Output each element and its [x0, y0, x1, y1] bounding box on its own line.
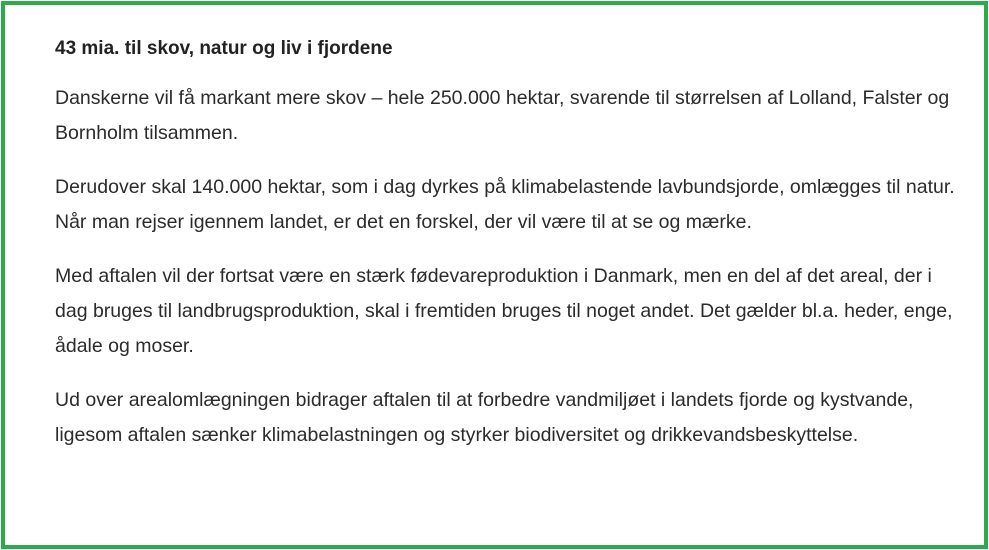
paragraph-food-production: Med aftalen vil der fortsat være en stærk fødevareproduktion i Danmark, men en del af det areal, der i dag bruges til landbrugsproduktion, skal i fremtiden bruges til noget andet. Det gælder bl.a. heder, enge, ådale og moser. [55, 265, 953, 357]
paragraph-water-environment: Ud over arealomlægningen bidrager aftalen til at forbedre vandmiljøet i landets fjorde og kystvande, ligesom aftalen sænker klimabelastningen og styrker biodiversitet og drikkevandsbeskyttelse. [55, 389, 914, 446]
article-heading: 43 mia. til skov, natur og liv i fjordene [55, 38, 393, 59]
highlight-box [1, 1, 988, 549]
article-body [55, 35, 960, 472]
paragraph-lowland-soils: Derudover skal 140.000 hektar, som i dag dyrkes på klimabelastende lavbundsjorde, omlægges til natur. Når man rejser igennem landet, er det en forskel, der vil være til at se og mærke. [55, 176, 955, 233]
paragraph-forest: Danskerne vil få markant mere skov – hele 250.000 hektar, svarende til størrelsen af Lolland, Falster og Bornholm tilsammen. [55, 87, 950, 144]
